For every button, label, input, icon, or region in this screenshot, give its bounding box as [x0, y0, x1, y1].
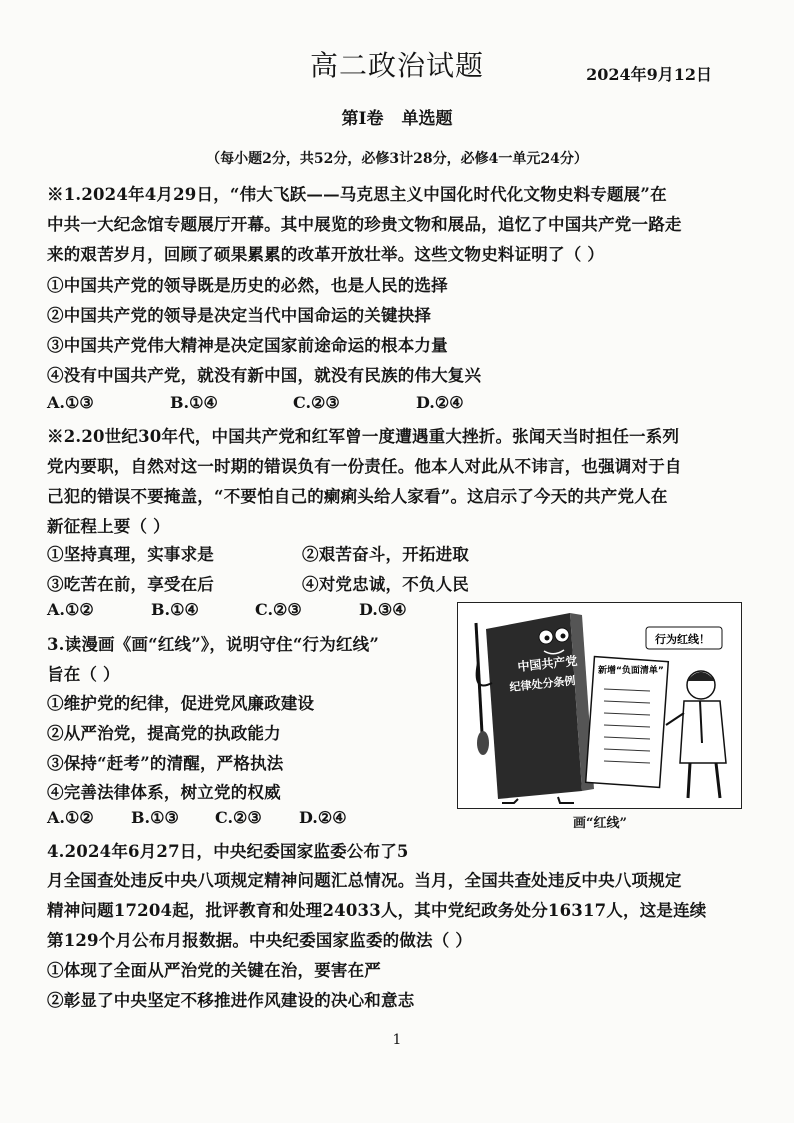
section-heading	[0, 104, 794, 129]
scoring-note: （每小题2分，共52分，必修3计28分，必修4一单元24分）	[206, 151, 588, 167]
q2-items-row	[47, 541, 557, 565]
q4-line: 4.2024年6月27日，中央纪委国家监委公布了5	[47, 842, 409, 861]
q2-option-b[interactable]: B.①④	[151, 600, 199, 619]
book-title-line: 纪律处分条例	[508, 674, 576, 694]
q1-option-b[interactable]: B.①④	[170, 393, 218, 412]
q3-line: 3.读漫画《画“红线”》，说明守住“行为红线”	[47, 635, 380, 654]
q1-line: 来的艰苦岁月，回顾了硕果累累的改革开放壮举。这些文物史料证明了（ ）	[47, 245, 605, 264]
q3-item: ④完善法律体系，树立党的权威	[47, 783, 281, 802]
q2-line: 己犯的错误不要掩盖，“不要怕自己的瘌痢头给人家看”。这启示了今天的共产党人在	[47, 487, 668, 506]
q2-item: ①坚持真理，实事求是	[47, 545, 214, 564]
q3-option-c[interactable]: C.②③	[215, 808, 262, 827]
q3-item: ②从严治党，提高党的执政能力	[47, 724, 281, 743]
q4-item: ①体现了全面从严治党的关键在治，要害在严	[47, 961, 381, 980]
cartoon-illustration	[458, 603, 741, 808]
exam-title: 高二政治试题	[309, 49, 484, 82]
q1-option-d[interactable]: D.②④	[416, 393, 464, 412]
q3-line: 旨在（ ）	[47, 665, 120, 684]
man-body	[680, 701, 726, 763]
q3-options	[47, 808, 347, 827]
section-volume: 第Ⅰ卷	[341, 109, 384, 129]
exam-date: 2024年9月12日	[586, 65, 712, 84]
q2-option-d[interactable]: D.③④	[359, 600, 407, 619]
scroll-title: 新增“负面清单”	[598, 666, 664, 676]
q2-item: ③吃苦在前，享受在后	[47, 575, 214, 594]
book-title-line: 中国共产党	[516, 653, 579, 674]
q1-options	[47, 393, 464, 412]
q2-option-c[interactable]: C.②③	[255, 600, 302, 619]
cartoon-figure	[457, 602, 742, 809]
q3-option-d[interactable]: D.②④	[299, 808, 347, 827]
q2-items-row	[47, 571, 557, 595]
q1-item: ④没有中国共产党，就没有新中国，就没有民族的伟大复兴	[47, 366, 482, 385]
q1-line: 中共一大纪念馆专题展厅开幕。其中展览的珍贵文物和展品，追忆了中国共产党一路走	[47, 215, 682, 234]
q3-option-a[interactable]: A.①②	[47, 808, 94, 827]
q2-item: ④对党忠诚，不负人民	[302, 575, 469, 594]
q1-item: ①中国共产党的领导既是历史的必然，也是人民的选择	[47, 276, 448, 295]
q4-line: 精神问题17204起，批评教育和处理24033人，其中党纪政务处分16317人，这是连续	[47, 901, 707, 920]
speech-text: 行为红线！	[655, 633, 710, 646]
q1-option-c[interactable]: C.②③	[293, 393, 340, 412]
q4-line: 月全国查处违反中央八项规定精神问题汇总情况。当月，全国共查处违反中央八项规定	[47, 871, 682, 890]
q3-item: ①维护党的纪律，促进党风廉政建设	[47, 694, 315, 713]
q1-item: ③中国共产党伟大精神是决定国家前途命运的根本力量	[47, 336, 448, 355]
q2-line: 新征程上要（ ）	[47, 517, 170, 536]
section-type: 单选题	[401, 109, 453, 129]
q2-line: 党内要职，自然对这一时期的错误负有一份责任。他本人对此从不讳言，也强调对于自	[47, 457, 682, 476]
q4-item: ②彰显了中央坚定不移推进作风建设的决心和意志	[47, 991, 415, 1010]
q3-item: ③保持“赶考”的清醒，严格执法	[47, 754, 284, 773]
q2-line: ※2.20世纪30年代，中国共产党和红军曾一度遭遇重大挫折。张闻天当时担任一系列	[47, 427, 680, 446]
q4-line: 第129个月公布月报数据。中央纪委国家监委的做法（ ）	[47, 931, 473, 950]
q1-item: ②中国共产党的领导是决定当代中国命运的关键抉择	[47, 306, 432, 325]
discipline-book	[486, 613, 582, 799]
q1-line: ※1.2024年4月29日，“伟大飞跃——马克思主义中国化时代化文物史料专题展”在	[47, 185, 667, 204]
page-number: 1	[392, 1032, 402, 1048]
q2-options	[47, 600, 407, 619]
q3-option-b[interactable]: B.①③	[131, 808, 179, 827]
negative-list-scroll	[586, 657, 669, 788]
cartoon-caption: 画“红线”	[573, 816, 627, 831]
q1-option-a[interactable]: A.①③	[47, 393, 94, 412]
q2-option-a[interactable]: A.①②	[47, 600, 94, 619]
q2-item: ②艰苦奋斗，开拓进取	[302, 545, 469, 564]
